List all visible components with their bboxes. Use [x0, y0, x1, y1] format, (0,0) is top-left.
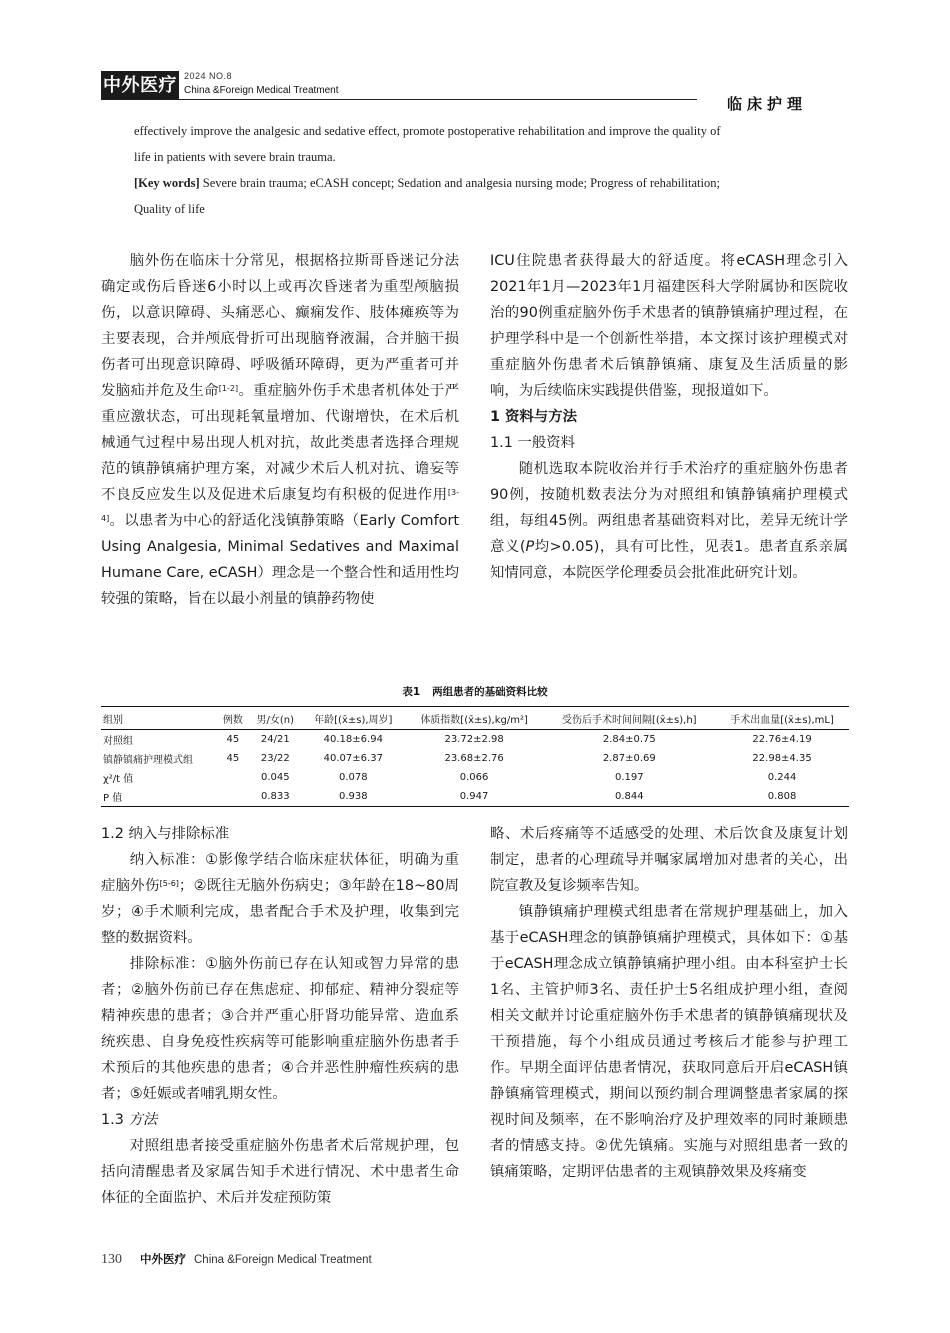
table-cell: 0.947: [405, 787, 544, 807]
text-run: 均>0.05)，具有可比性，见表1。患者直系亲属知情同意，本院医学伦理委员会批准此研究计划。: [490, 539, 848, 581]
table-header-cell: 组别: [101, 707, 217, 730]
citation: [5-6]: [159, 879, 179, 888]
table-row: [101, 730, 849, 750]
table-cell: 0.045: [260, 772, 290, 783]
citation: [3-4]: [101, 488, 459, 523]
page-number: 130: [101, 1252, 122, 1267]
keywords-text-cont: Quality of life: [134, 202, 205, 216]
section-title: 临床护理: [727, 95, 808, 113]
issue-number: 2024 NO.8: [184, 71, 233, 81]
table-header-cell: 例数: [217, 707, 249, 730]
table-caption: [101, 684, 849, 699]
text-run: 。以患者为中心的舒适化浅镇静策略（Early Comfort Using Analgesia, Minimal Sedatives and Maximal Humane Care, eCASH）理念是一个整合性和适用性均较强的策略，旨在以最小剂量的镇静药物使: [101, 513, 459, 607]
subsection-heading: 1.2 纳入与排除标准: [101, 826, 230, 842]
table-row: [101, 749, 849, 768]
table-cell: 0.197: [614, 772, 644, 783]
p-symbol: P: [525, 539, 535, 555]
exclusion-paragraph: 排除标准：①脑外伤前已存在认知或智力异常的患者；②脑外伤前已存在焦虑症、抑郁症、精神分裂症等精神疾患的患者；③合并严重心肝肾功能异常、造血系统疾患、自身免疫性疾病等可能影响重症脑外伤患者手术预后的其他疾患的患者；④合并恶性肿瘤性疾病的患者；⑤妊娠或者哺乳期女性。: [101, 956, 459, 1102]
footer-journal-en: China &Foreign Medical Treatment: [194, 1254, 372, 1266]
intervention-paragraph: 镇静镇痛护理模式组患者在常规护理基础上，加入基于eCASH理念的镇静镇痛护理模式，具体如下：①基于eCASH理念成立镇静镇痛护理小组。由本科室护士长1名、主管护师3名、责任护士5名组成护理小组，查阅相关文献并讨论重症脑外伤手术患者的镇静镇痛现状及干预措施，每个小组成员通过考核后才能参与护理工作。早期全面评估患者情况，获取同意后开启eCASH镇静镇痛管理模式，期间以预约制合理调整患者家属的探视时间及频率，在不影响治疗及护理效率的同时兼顾患者的情感支持。②优先镇痛。实施与对照组患者一致的镇痛策略，定期评估患者的主观镇静效果及疼痛变: [490, 904, 848, 1180]
intro-paragraph-cont: ICU住院患者获得最大的舒适度。将eCASH理念引入2021年1月—2023年1月福建医科大学附属协和医院收治的90例重症脑外伤手术患者的镇静镇痛护理过程，在护理学科中是一个创新性举措，本文探讨该护理模式对重症脑外伤患者术后镇静镇痛、康复及生活质量的影响，为后续临床实践提供借鉴，现报道如下。: [490, 253, 848, 399]
left-column-bottom: [101, 821, 459, 1211]
keywords-label: [Key words]: [134, 176, 200, 190]
table-cell: 40.18±6.94: [323, 734, 383, 745]
abstract-line: effectively improve the analgesic and sedative effect, promote postoperative rehabilitation and improve the quality of: [134, 124, 721, 138]
table-header-row: [101, 707, 849, 730]
table-cell: 镇静镇痛护理模式组: [103, 755, 193, 766]
left-column-top: [101, 248, 459, 612]
table-cell: P 值: [101, 787, 217, 807]
right-column-top: [490, 248, 848, 586]
text-run: 随机选取本院收治并行手术治疗的重症脑外伤患者90例，按随机数表法分为对照组和镇静镇痛护理模式组，每组45例。两组患者基础资料对比，差异无统计学意义(: [490, 461, 848, 555]
table-cell: 0.066: [459, 772, 489, 783]
table-header-cell: 受伤后手术时间间隔[(x̄±s),h]: [543, 707, 715, 730]
table-cell: 23.72±2.98: [444, 734, 504, 745]
heading-number: 1.3: [101, 1112, 124, 1128]
page-footer: [101, 1251, 372, 1268]
table-header-cell: 手术出血量[(x̄±s),mL]: [715, 707, 849, 730]
table-cell: 22.98±4.35: [752, 753, 812, 764]
abstract-line: life in patients with severe brain trauma.: [134, 150, 336, 164]
table-cell: 45: [226, 734, 240, 745]
text-run: 。重症脑外伤手术患者机体处于严重应激状态，可出现耗氧量增加、代谢增快，在术后机械通气过程中易出现人机对抗，故此类患者选择合理规范的镇静镇痛护理方案，对减少术后人机对抗、谵妄等不良反应发生以及促进术后康复均有积极的促进作用: [101, 383, 459, 503]
table-header-cell: 体质指数[(x̄±s),kg/m²]: [405, 707, 544, 730]
baseline-table: [101, 706, 849, 807]
table-cell: 23/22: [260, 753, 290, 764]
methods-paragraph: 对照组患者接受重症脑外伤患者术后常规护理，包括向清醒患者及家属告知手术进行情况、术中患者生命体征的全面监护、术后并发症预防策: [101, 1138, 459, 1206]
table-header-cell: 年龄[(x̄±s),周岁]: [302, 707, 405, 730]
text-run: ；②既往无脑外伤病史；③年龄在18~80周岁；④手术顺利完成，患者配合手术及护理，收集到完整的数据资料。: [101, 878, 459, 946]
methods-paragraph-cont: 略、术后疼痛等不适感受的处理、术后饮食及康复计划制定，患者的心理疏导并嘱家属增加对患者的关心，出院宣教及复诊频率告知。: [490, 826, 848, 894]
citation: [1-2]: [218, 384, 239, 393]
table-header-cell: 男/女(n): [249, 707, 302, 730]
table-cell: [217, 787, 249, 807]
footer-journal-cn: 中外医疗: [140, 1252, 186, 1266]
inclusion-paragraph: [101, 847, 459, 951]
right-column-bottom: [490, 821, 848, 1185]
table-cell: 24/21: [260, 734, 290, 745]
table-cell: 2.87±0.69: [602, 753, 656, 764]
section-heading: 1 资料与方法: [490, 409, 577, 425]
table-cell: 0.844: [543, 787, 715, 807]
table-row: [101, 787, 849, 807]
table-cell: 45: [226, 753, 240, 764]
table-cell: [217, 768, 249, 787]
table-label: 表1: [402, 686, 421, 698]
text-run: 纳入标准：①影像学结合临床症状体征，明确为重症脑外伤: [101, 852, 459, 894]
subsection-heading: 1.1 一般资料: [490, 435, 576, 451]
journal-logo: 中外医疗: [101, 71, 179, 100]
journal-english-name: China &Foreign Medical Treatment: [184, 85, 339, 96]
table-cell: χ²/t 值: [103, 774, 134, 785]
table-title: 两组患者的基础资料比较: [432, 686, 548, 698]
abstract-english: [134, 118, 818, 222]
table-cell: 0.244: [767, 772, 797, 783]
heading-text: 方法: [128, 1112, 158, 1128]
table-cell: 0.808: [715, 787, 849, 807]
table-cell: 0.938: [302, 787, 405, 807]
intro-paragraph: [101, 248, 459, 612]
table-cell: 对照组: [103, 736, 133, 747]
text-run: 脑外伤在临床十分常见，根据格拉斯哥昏迷记分法确定或伤后昏迷6小时以上或再次昏迷者为重型颅脑损伤，以意识障碍、头痛恶心、癫痫发作、肢体瘫痪等为主要表现，合并颅底骨折可出现脑脊液漏，合并脑干损伤者可出现意识障碍、呼吸循环障碍，更为严重者可并发脑疝并危及生命: [101, 253, 459, 399]
header-rule: [101, 99, 697, 100]
table-cell: 23.68±2.76: [444, 753, 504, 764]
table-row: [101, 768, 849, 787]
table-cell: 40.07±6.37: [323, 753, 383, 764]
table-cell: 0.833: [249, 787, 302, 807]
table-cell: 2.84±0.75: [602, 734, 656, 745]
keywords-text: Severe brain trauma; eCASH concept; Sedation and analgesia nursing mode; Progress of rehabilitation;: [202, 176, 720, 190]
table-cell: 22.76±4.19: [752, 734, 812, 745]
table-cell: 0.078: [338, 772, 368, 783]
general-data-paragraph: [490, 456, 848, 586]
subsection-heading: [101, 1107, 459, 1133]
keywords: [134, 170, 818, 196]
